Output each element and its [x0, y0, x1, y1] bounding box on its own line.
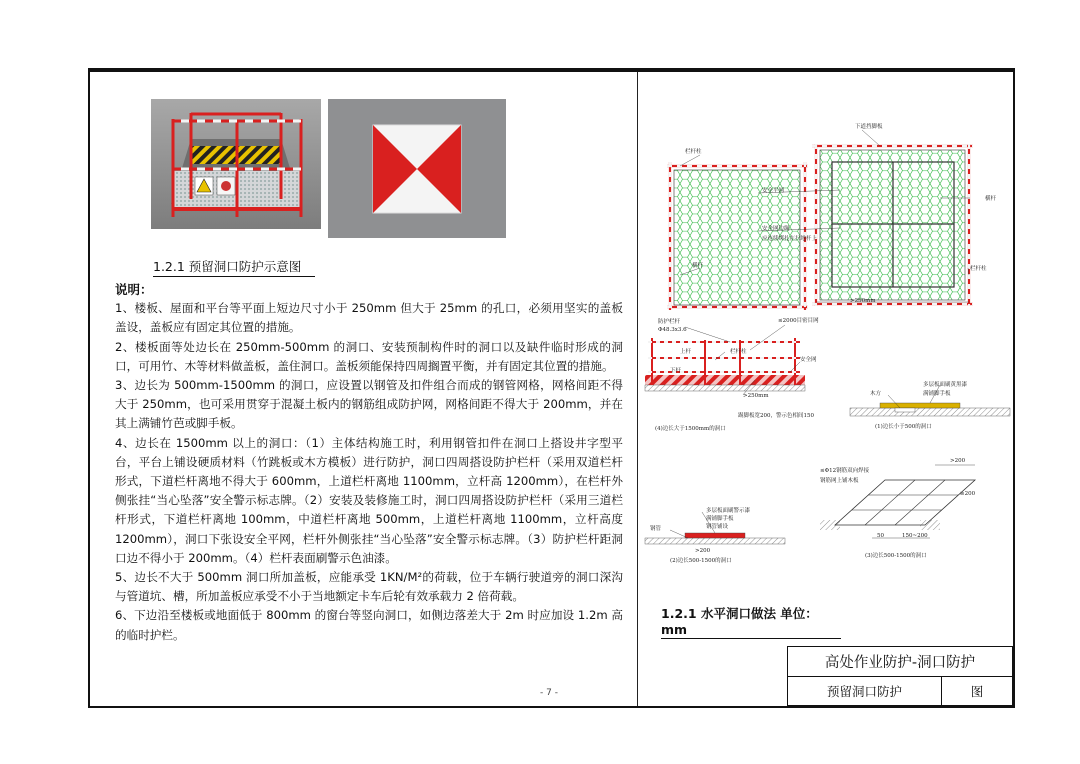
- note-item: 6、下边沿至楼板或地面低于 800mm 的窗台等竖向洞口，如侧边落差大于 2m 时应加设 1.2m 高的临时护栏。: [115, 608, 623, 642]
- plan-label-post: 栏杆柱: [685, 149, 702, 155]
- s2-caption: (2)边长500-1500的洞口: [670, 558, 732, 564]
- s3-dim4: 150~200: [902, 533, 928, 539]
- notes-section: [115, 280, 623, 645]
- s4-caption: (4)边长大于1500mm的洞口: [655, 426, 726, 432]
- s2-label-board2: 满铺脚手板: [706, 516, 734, 522]
- note-item: 4、边长在 1500mm 以上的洞口：（1）主体结构施工时，利用钢管扣件在洞口上搭设井字型平台，平台上铺设硬质材料（竹跳板或木方模板）进行防护，洞口四周搭设防护栏杆（采用双道栏杆形式，下道栏杆离地不得大于 600mm，上道栏杆离地 1100mm，立杆高 1200mm），在栏杆外侧张挂“当心坠落”安全警示标志牌。（2）安装及装修施工时，洞口四周搭设防护栏杆（采用三道栏杆形式，下道栏杆离地 100mm，中道栏杆离地 500mm，上道栏杆离地 1100mm，立杆高度 1200mm），洞口下张设安全平网，栏杆外侧张挂“当心坠落”安全警示标志牌。（3）防护栏杆距洞口边不得小于 200mm。（4）栏杆表面刷警示色油漆。: [115, 435, 623, 565]
- plan-label-net: 安全平网: [762, 188, 785, 194]
- s4-label-rail: 防护栏杆: [658, 319, 681, 325]
- s2-dim: >200: [695, 548, 711, 554]
- title-block: [787, 646, 1013, 706]
- plan-label-bottom-left: 横杆: [692, 263, 704, 269]
- plan-label-net-edge: 安全网边绳: [762, 226, 790, 232]
- s4-label-net: 安全网: [800, 357, 817, 363]
- column-divider: [637, 72, 638, 706]
- title-block-title: 高处作业防护-洞口防护: [788, 647, 1012, 677]
- note-item: 2、楼板面等处边长在 250mm-500mm 的洞口、安装预制构件时的洞口以及缺件临时形成的洞口，可用竹、木等材料做盖板，盖住洞口。盖板须能保持四周搁置平衡，并有固定其位置的措施。: [115, 339, 623, 373]
- photo-caption: 1.2.1 预留洞口防护示意图: [153, 257, 315, 277]
- s3-dim3: 50: [877, 533, 884, 539]
- s4-label-post: 栏杆柱: [730, 349, 747, 355]
- title-block-subtitle: 预留洞口防护: [788, 677, 942, 705]
- warning-sign-photo: [328, 99, 506, 238]
- plan-label-top: 下道挡脚板: [855, 124, 883, 130]
- s4-dim: >250mm: [743, 393, 769, 399]
- s2-label-board: 多层板面刷警示漆: [706, 508, 751, 514]
- section-4: [645, 316, 819, 432]
- s3-label-rebar: ≤Φ12钢筋双向焊接: [820, 468, 870, 474]
- s4-label-low: 下杆: [670, 368, 682, 374]
- note-item: 3、边长为 500mm-1500mm 的洞口，应设置以钢管及扣件组合而成的钢管网格，网格间距不得大于 250mm，也可采用贯穿于混凝土板内的钢筋组成防护网，网格间距不得大于 200mm，并在其上满铺竹芭或脚手板。: [115, 378, 623, 431]
- s2-label-pipe: 钢管: [650, 526, 662, 532]
- title-block-figure: 图: [970, 684, 984, 699]
- page-number: - 7 -: [540, 688, 558, 698]
- s4-label-mesh: ≤2000目密目网: [778, 318, 819, 324]
- s3-dim1: >200: [950, 458, 966, 464]
- section-1: [850, 380, 1010, 430]
- hole-protection-drawings: [640, 110, 1015, 610]
- plan-label-bottom-right: 栏杆柱: [970, 266, 987, 272]
- s4-label-pipe: Φ48.3x3.6: [658, 327, 687, 333]
- s4-note: 踢脚板宽200，警示色相间150: [738, 413, 814, 419]
- section-3: [820, 458, 976, 559]
- plan-view: [667, 122, 997, 310]
- drawing-caption: 1.2.1 水平洞口做法 单位：mm: [661, 604, 841, 639]
- s2-label-pipe2: 钢管铺设: [706, 524, 729, 530]
- notes-heading: 说明：: [115, 282, 153, 297]
- section-2: [645, 506, 785, 564]
- s1-caption: (1)边长小于500的洞口: [875, 424, 932, 430]
- s1-label-board: 多层板面刷黄黑漆: [923, 382, 968, 388]
- s1-label-board2: 满铺脚手板: [923, 391, 951, 397]
- s3-dim2: ≥200: [960, 491, 976, 497]
- guardrail-photo: [151, 99, 321, 229]
- s4-label-top: 上杆: [680, 349, 692, 355]
- plan-label-net-edge2: 应连续绑扎在扫地杆上: [762, 236, 818, 242]
- s3-label-rebar2: 钢筋网上铺木板: [820, 478, 859, 484]
- plan-label-right: 横杆: [985, 196, 997, 202]
- note-item: 5、边长不大于 500mm 洞口所加盖板，应能承受 1KN/M²的荷载，位于车辆行驶道旁的洞口深沟与管道坑、槽，所加盖板应承受不小于当地额定卡车后轮有效承载力 2 倍荷载。: [115, 570, 623, 604]
- s1-label-wood: 木方: [870, 391, 882, 397]
- s3-caption: (3)边长500-1500的洞口: [865, 553, 927, 559]
- note-item: 1、楼板、屋面和平台等平面上短边尺寸小于 250mm 但大于 25mm 的孔口，必须用坚实的盖板盖设，盖板应有固定其位置的措施。: [115, 301, 623, 335]
- plan-dim: >250mm: [850, 298, 876, 304]
